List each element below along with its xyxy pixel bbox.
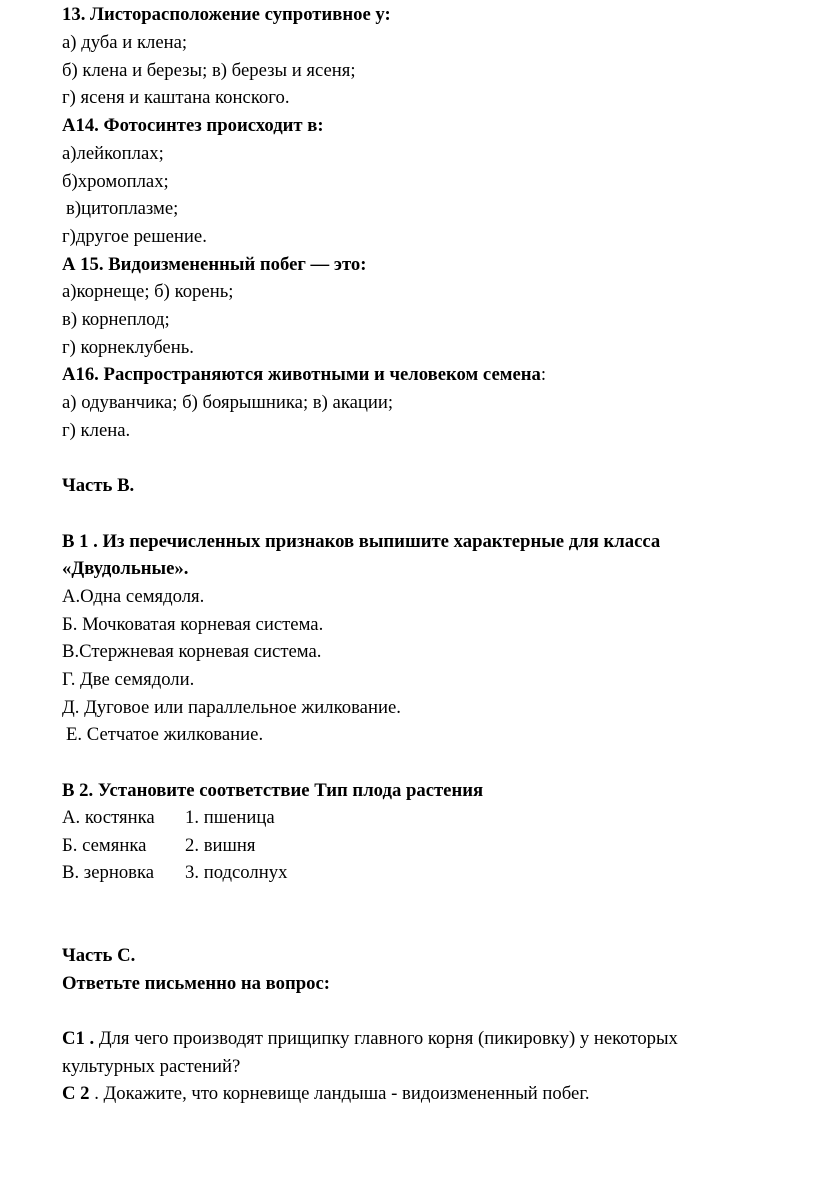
b2-row-left: Б. семянка (62, 835, 147, 856)
q14-heading: А14. Фотосинтез происходит в: (62, 115, 324, 136)
b1-item: Г. Две семядоли. (62, 669, 195, 690)
b2-row-right: 1. пшеница (185, 807, 275, 828)
q16-heading-colon: : (540, 364, 547, 385)
b1-item: Д. Дуговое или параллельное жилкование. (62, 697, 401, 718)
q15-heading: А 15. Видоизмененный побег — это: (62, 254, 367, 275)
part-c-instruction: Ответьте письменно на вопрос: (62, 973, 330, 994)
b2-row-left: В. зерновка (62, 862, 155, 883)
q15-option-g: г) корнеклубень. (62, 337, 194, 358)
b2-row-right: 3. подсолнух (185, 862, 288, 883)
c1-label: С1 . (62, 1028, 95, 1049)
b2-row-right: 2. вишня (185, 835, 256, 856)
q13-option-b-v: б) клена и березы; в) березы и ясеня; (62, 60, 356, 81)
part-b-title: Часть В. (62, 475, 135, 496)
c1-question-line-2: культурных растений? (62, 1056, 241, 1077)
b1-item: А.Одна семядоля. (62, 586, 205, 607)
b1-item: Е. Сетчатое жилкование. (66, 724, 264, 745)
c2-text: . Докажите, что корневище ландыша - видоизмененный побег. (89, 1083, 590, 1104)
c2-label: С 2 (62, 1083, 90, 1104)
c2-question (62, 1083, 590, 1105)
q14-option-g: г)другое решение. (62, 226, 207, 247)
q13-heading: 13. Листорасположение супротивное у: (62, 4, 391, 25)
q15-option-v: в) корнеплод; (62, 309, 170, 330)
q15-option-a-b: а)корнеще; б) корень; (62, 281, 234, 302)
c1-question-line-1 (62, 1028, 678, 1050)
q14-option-a: а)лейкоплах; (62, 143, 164, 164)
q13-option-g: г) ясеня и каштана конского. (62, 87, 290, 108)
q14-option-v: в)цитоплазме; (66, 198, 179, 219)
b1-item: В.Стержневая корневая система. (62, 641, 322, 662)
b1-heading-line-2: «Двудольные». (62, 558, 189, 579)
q16-heading-bold: А16. Распространяются животными и человеком семена (62, 364, 541, 385)
b1-heading-line-1: В 1 . Из перечисленных признаков выпишите характерные для класса (62, 531, 661, 552)
part-c-title: Часть С. (62, 945, 136, 966)
q13-option-a: а) дуба и клена; (62, 32, 188, 53)
q16-heading (62, 364, 546, 386)
q16-option-a-b-v: а) одуванчика; б) боярышника; в) акации; (62, 392, 394, 413)
q14-option-b: б)хромоплах; (62, 171, 169, 192)
q16-option-g: г) клена. (62, 420, 131, 441)
b2-row-left: А. костянка (62, 807, 155, 828)
c1-text: Для чего производят прищипку главного корня (пикировку) у некоторых (94, 1028, 678, 1049)
b1-item: Б. Мочковатая корневая система. (62, 614, 324, 635)
b2-heading: В 2. Установите соответствие Тип плода растения (62, 780, 484, 801)
